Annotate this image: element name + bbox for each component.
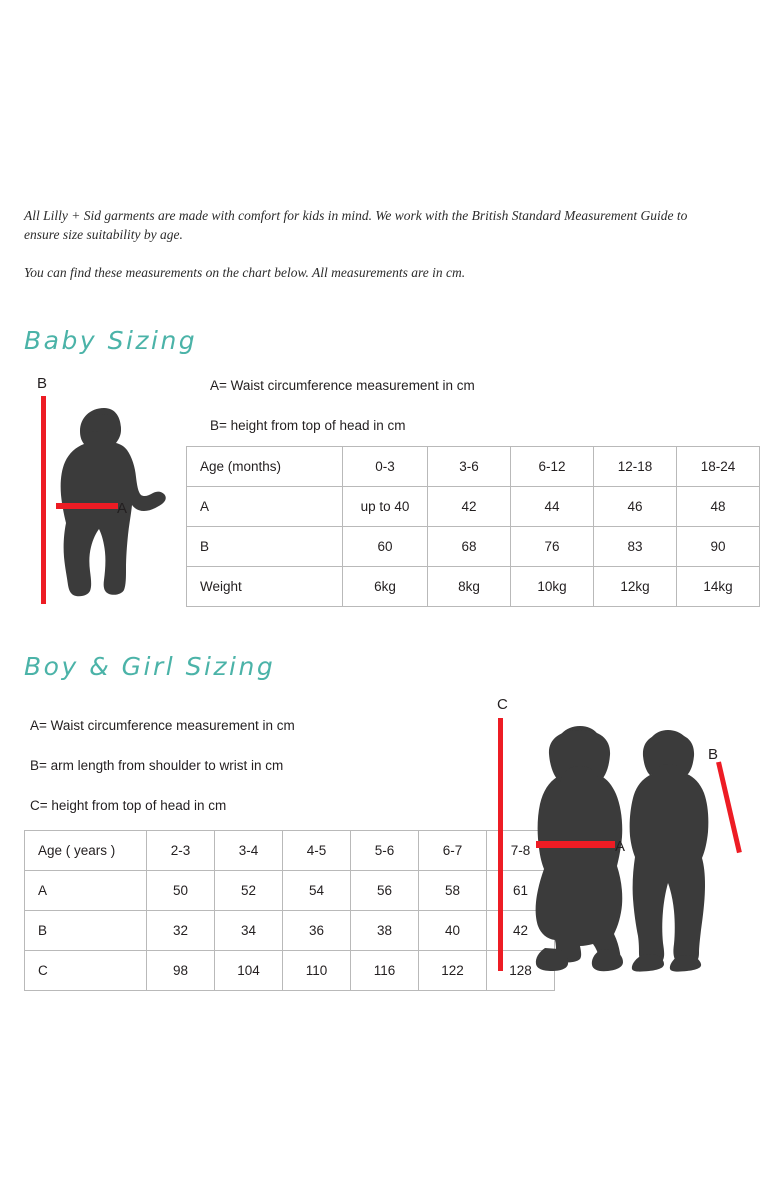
baby-row-b-1: 68 (428, 527, 511, 567)
kids-row-c-4: 122 (419, 951, 487, 991)
kids-size-table (24, 830, 555, 991)
table-row (187, 527, 760, 567)
baby-row-a-0: up to 40 (343, 487, 428, 527)
kids-header-4-5: 4-5 (283, 831, 351, 871)
baby-header-age: Age (months) (187, 447, 343, 487)
boy-girl-sizing-title: Boy & Girl Sizing (24, 652, 276, 681)
baby-header-18-24: 18-24 (677, 447, 760, 487)
baby-row-b-label: B (187, 527, 343, 567)
kids-legend-b: B= arm length from shoulder to wrist in cm (30, 758, 284, 773)
baby-row-b-0: 60 (343, 527, 428, 567)
kids-header-5-6: 5-6 (351, 831, 419, 871)
table-row (187, 487, 760, 527)
kids-row-a-2: 54 (283, 871, 351, 911)
baby-row-b-2: 76 (511, 527, 594, 567)
kids-row-a-3: 56 (351, 871, 419, 911)
table-row (187, 447, 760, 487)
kids-header-6-7: 6-7 (419, 831, 487, 871)
baby-row-weight-3: 12kg (594, 567, 677, 607)
kids-row-b-5: 42 (487, 911, 555, 951)
kids-row-b-4: 40 (419, 911, 487, 951)
kids-header-age: Age ( years ) (25, 831, 147, 871)
kids-row-a-1: 52 (215, 871, 283, 911)
kids-row-c-2: 110 (283, 951, 351, 991)
kids-row-c-3: 116 (351, 951, 419, 991)
baby-row-weight-label: Weight (187, 567, 343, 607)
kids-row-c-1: 104 (215, 951, 283, 991)
kids-row-a-0: 50 (147, 871, 215, 911)
baby-row-weight-2: 10kg (511, 567, 594, 607)
baby-row-weight-0: 6kg (343, 567, 428, 607)
baby-marker-b-label: B (37, 375, 48, 392)
baby-size-table (186, 446, 760, 607)
baby-row-a-1: 42 (428, 487, 511, 527)
kids-row-b-1: 34 (215, 911, 283, 951)
baby-marker-a-label: A (117, 500, 128, 517)
kids-row-b-2: 36 (283, 911, 351, 951)
kids-legend-a: A= Waist circumference measurement in cm (30, 718, 295, 733)
baby-row-a-label: A (187, 487, 343, 527)
baby-legend-b: B= height from top of head in cm (210, 418, 406, 433)
kids-height-marker-line (498, 718, 503, 971)
kids-marker-c-label: C (497, 696, 508, 713)
intro-paragraph-1: All Lilly + Sid garments are made with comfort for kids in mind. We work with the British Standard Measurement Guide to ensure size suitability by age. (24, 208, 688, 242)
baby-waist-marker-line (56, 503, 118, 509)
table-row (25, 831, 555, 871)
baby-row-a-2: 44 (511, 487, 594, 527)
baby-row-a-4: 48 (677, 487, 760, 527)
baby-header-6-12: 6-12 (511, 447, 594, 487)
table-row (25, 871, 555, 911)
baby-height-marker-line (41, 396, 46, 604)
baby-row-b-4: 90 (677, 527, 760, 567)
baby-legend-a: A= Waist circumference measurement in cm (210, 378, 475, 393)
baby-header-0-3: 0-3 (343, 447, 428, 487)
kids-header-7-8: 7-8 (487, 831, 555, 871)
baby-header-12-18: 12-18 (594, 447, 677, 487)
baby-row-b-3: 83 (594, 527, 677, 567)
kids-row-a-5: 61 (487, 871, 555, 911)
table-row (187, 567, 760, 607)
kids-waist-marker-line (536, 841, 615, 848)
kids-row-b-label: B (25, 911, 147, 951)
baby-row-a-3: 46 (594, 487, 677, 527)
table-row (25, 911, 555, 951)
kids-row-b-0: 32 (147, 911, 215, 951)
baby-row-weight-4: 14kg (677, 567, 760, 607)
baby-header-3-6: 3-6 (428, 447, 511, 487)
intro-paragraph-2: You can find these measurements on the chart below. All measurements are in cm. (24, 265, 466, 280)
intro-text (24, 206, 714, 282)
kids-row-a-label: A (25, 871, 147, 911)
kids-row-a-4: 58 (419, 871, 487, 911)
boy-silhouette (620, 728, 720, 972)
kids-header-2-3: 2-3 (147, 831, 215, 871)
baby-row-weight-1: 8kg (428, 567, 511, 607)
table-row (25, 951, 555, 991)
kids-marker-b-label: B (708, 746, 719, 763)
kids-header-3-4: 3-4 (215, 831, 283, 871)
kids-legend-c: C= height from top of head in cm (30, 798, 227, 813)
kids-row-b-3: 38 (351, 911, 419, 951)
baby-sizing-title: Baby Sizing (24, 326, 198, 355)
kids-row-c-label: C (25, 951, 147, 991)
kids-marker-a-label: A (615, 838, 626, 855)
kids-row-c-5: 128 (487, 951, 555, 991)
kids-row-c-0: 98 (147, 951, 215, 991)
